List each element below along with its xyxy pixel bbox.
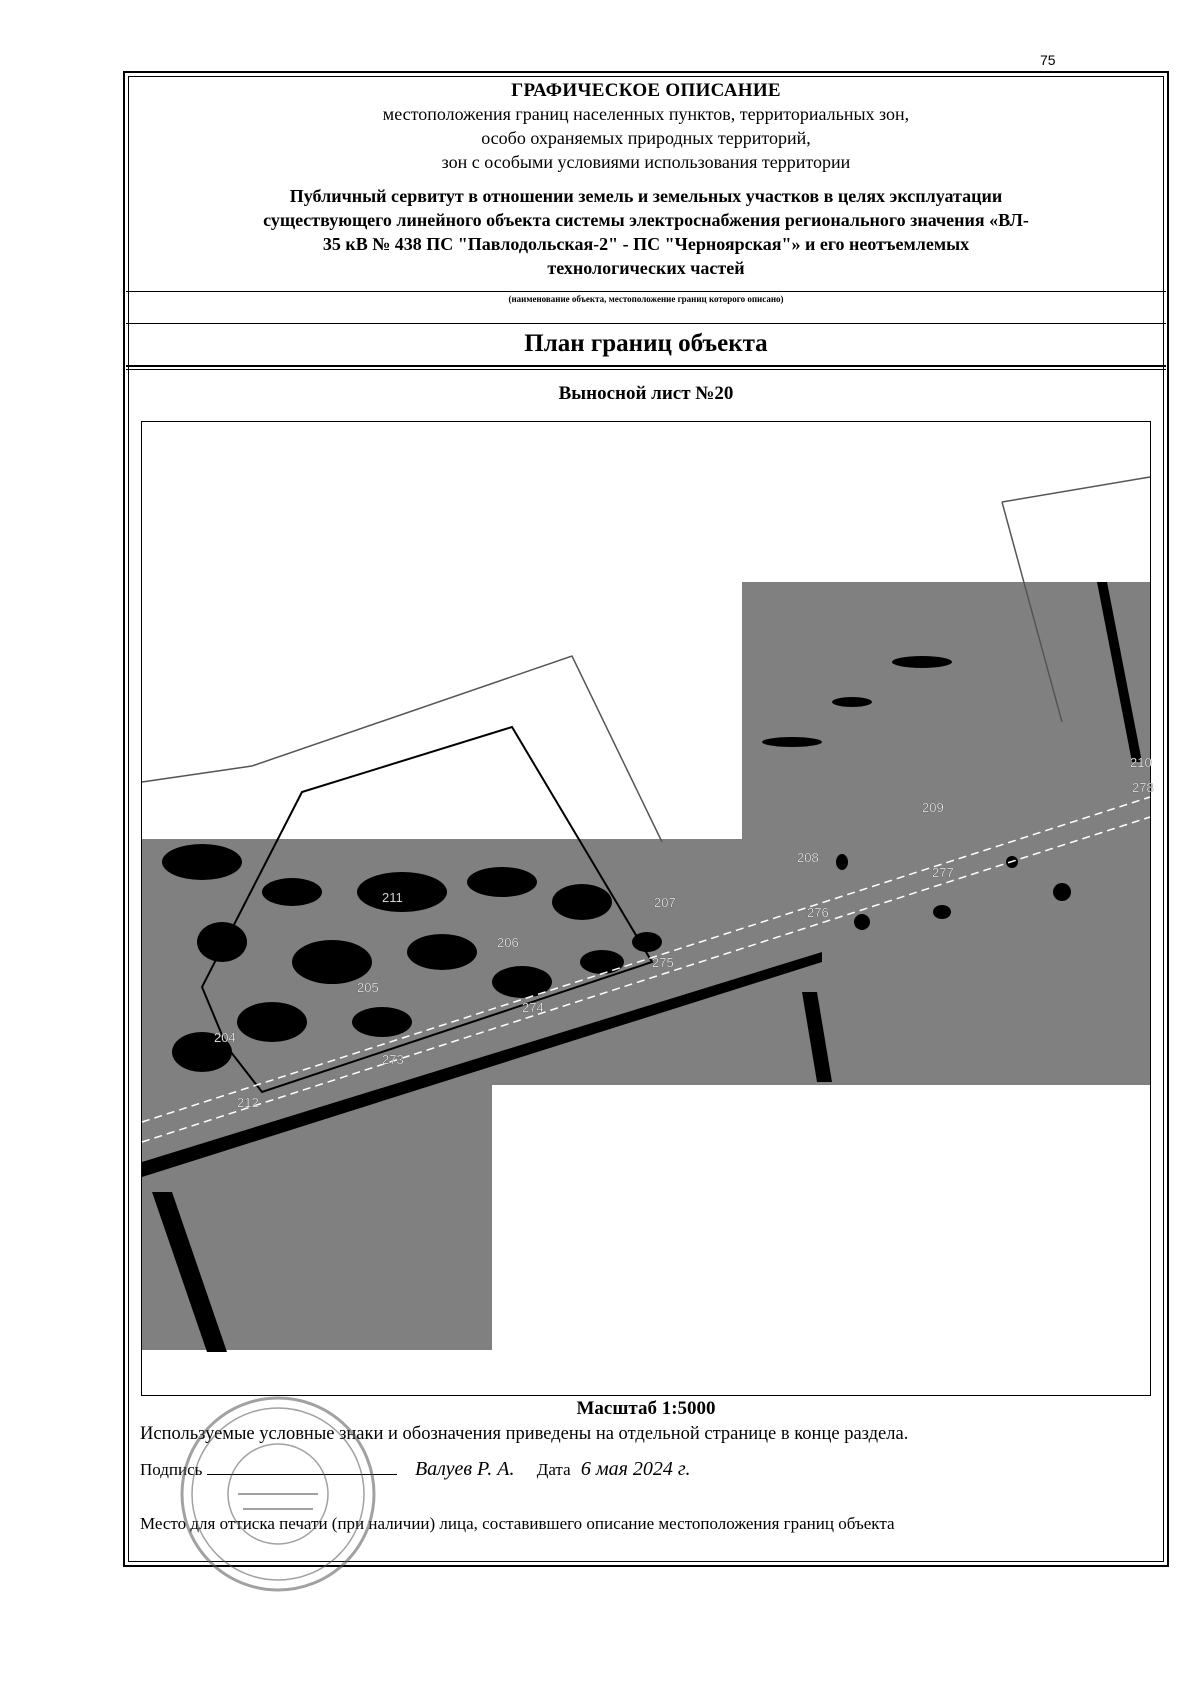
stamp-place-note: Место для оттиска печати (при наличии) лица, составившего описание местоположения границ объекта xyxy=(140,1514,895,1533)
point-label: 204 xyxy=(214,1030,236,1045)
object-line: Публичный сервитут в отношении земель и земельных участков в целях эксплуатации xyxy=(289,186,1003,206)
point-label: 212 xyxy=(237,1095,259,1110)
subtitle-line: особо охраняемых природных территорий, xyxy=(481,128,811,148)
signature-label: Подпись xyxy=(140,1460,203,1479)
map-drawing xyxy=(142,422,1152,1397)
object-line: технологических частей xyxy=(547,258,745,278)
point-label: 274 xyxy=(522,1000,544,1015)
point-label: 211 xyxy=(382,890,403,905)
subtitle-line: местоположения границ населенных пунктов, территориальных зон, xyxy=(382,104,910,124)
plan-title: План границ объекта xyxy=(524,330,768,357)
header xyxy=(126,74,1166,280)
object-line: существующего линейного объекта системы электроснабжения регионального значения «ВЛ- xyxy=(263,210,1029,230)
sheet-title: Выносной лист №20 xyxy=(558,383,734,404)
divider xyxy=(126,291,1166,292)
divider xyxy=(126,365,1166,367)
object-note: (наименование объекта, местоположение границ которого описано) xyxy=(508,294,784,304)
divider xyxy=(126,369,1166,370)
map-scale: Масштаб 1:5000 xyxy=(576,1398,716,1419)
point-label: 278 xyxy=(1132,780,1154,795)
point-label: 206 xyxy=(497,935,519,950)
point-label: 276 xyxy=(807,905,829,920)
date-value: 6 мая 2024 г. xyxy=(580,1458,691,1480)
document-title: ГРАФИЧЕСКОЕ ОПИСАНИЕ xyxy=(511,80,781,101)
signer-name: Валуев Р. А. xyxy=(414,1458,515,1480)
point-label: 208 xyxy=(797,850,819,865)
map-view xyxy=(141,421,1154,1396)
legend-note: Используемые условные знаки и обозначения приведены на отдельной странице в конце раздела. xyxy=(140,1424,909,1444)
point-label: 210 xyxy=(1130,755,1152,770)
point-label: 205 xyxy=(357,980,379,995)
point-label: 275 xyxy=(652,955,674,970)
page-number: 75 xyxy=(1040,52,1056,68)
point-label: 209 xyxy=(922,800,944,815)
point-label: 273 xyxy=(382,1052,404,1067)
object-line: 35 кВ № 438 ПС "Павлодольская-2" - ПС "Черноярская"» и его неотъемлемых xyxy=(322,234,970,254)
object-name xyxy=(126,184,1166,280)
divider xyxy=(126,323,1166,324)
parcel-boundary xyxy=(1002,477,1150,502)
point-label: 207 xyxy=(654,895,676,910)
parcel-boundary xyxy=(142,656,662,842)
seal-stamp-icon xyxy=(178,1394,378,1594)
point-label: 277 xyxy=(932,865,954,880)
date-label: Дата xyxy=(536,1460,571,1479)
subtitle-line: зон с особыми условиями использования территории xyxy=(441,152,851,172)
